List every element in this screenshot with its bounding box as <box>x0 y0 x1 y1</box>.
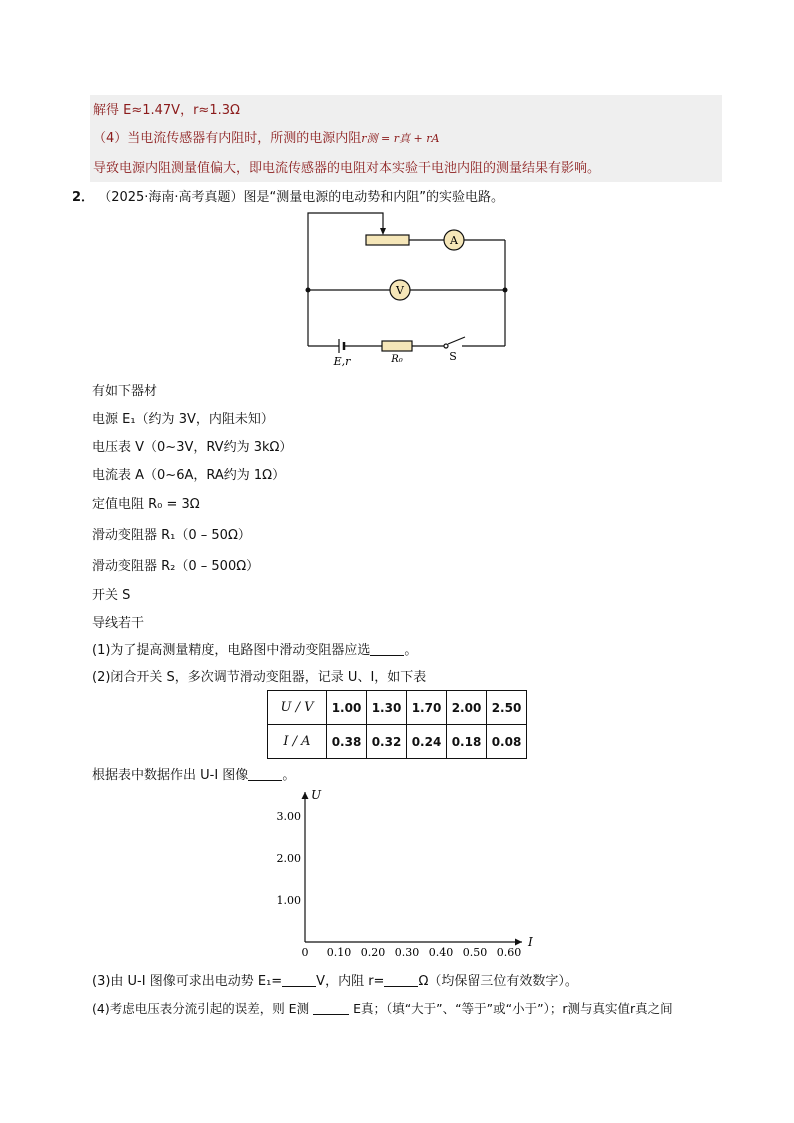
table-row <box>268 725 527 759</box>
equipment-item: 电压表 V（0~3V，RV约为 3kΩ） <box>92 440 293 455</box>
equipment-intro: 有如下器材 <box>92 384 158 399</box>
equipment-item: 电流表 A（0~6A，RA约为 1Ω） <box>92 468 286 483</box>
junction-right <box>503 288 508 293</box>
wire-slider <box>308 213 383 290</box>
table-header: I / A <box>268 725 327 759</box>
data-table <box>267 690 527 759</box>
equipment-item: 电源 E₁（约为 3V，内阻未知） <box>92 412 274 427</box>
table-header: U / V <box>268 691 327 725</box>
resistor-r0 <box>382 341 412 351</box>
junction-left <box>306 288 311 293</box>
x-tick-label: 0.10 <box>326 946 352 957</box>
x-tick-label: 0.40 <box>428 946 454 957</box>
question-number: 2． <box>72 190 95 205</box>
equipment-item: 滑动变阻器 R₁（0 – 50Ω） <box>92 528 251 543</box>
table-cell: 0.32 <box>367 725 407 759</box>
answer-box <box>90 95 722 182</box>
table-row <box>268 691 527 725</box>
switch-label: S <box>449 350 457 363</box>
x-tick-label: 0.20 <box>360 946 386 957</box>
part-2: (2)闭合开关 S，多次调节滑动变阻器，记录 U、I，如下表 <box>92 670 427 685</box>
y-tick-label: 1.00 <box>276 894 301 907</box>
answer-line-3: 导致电源内阻测量值偏大，即电流传感器的电阻对本实验干电池内阻的测量结果有影响。 <box>93 161 601 176</box>
table-cell: 2.00 <box>447 691 487 725</box>
table-cell: 1.30 <box>367 691 407 725</box>
table-cell: 1.70 <box>407 691 447 725</box>
switch-blade <box>448 337 465 344</box>
x-axis-label: I <box>528 935 533 949</box>
answer-blank[interactable] <box>282 974 316 987</box>
rheostat <box>366 235 409 245</box>
slider-arrow <box>380 228 386 235</box>
part-1: (1)为了提高测量精度，电路图中滑动变阻器应选 。 <box>92 643 418 658</box>
x-tick-label: 0 <box>301 946 309 957</box>
question-header <box>72 186 504 205</box>
table-cell: 1.00 <box>327 691 367 725</box>
circuit-diagram <box>300 210 515 370</box>
table-cell: 2.50 <box>487 691 527 725</box>
x-tick-label: 0.50 <box>462 946 488 957</box>
question-stem: 图是“测量电源的电动势和内阻”的实验电路。 <box>243 190 505 205</box>
x-tick-label: 0.60 <box>496 946 522 957</box>
answer-blank[interactable] <box>370 643 404 656</box>
resistor-label: R₀ <box>391 354 403 365</box>
answer-blank[interactable] <box>313 1002 349 1015</box>
x-ticks <box>302 946 522 957</box>
ui-graph <box>270 785 540 957</box>
table-cell: 0.38 <box>327 725 367 759</box>
x-tick-label: 0.30 <box>394 946 420 957</box>
table-cell: 0.08 <box>487 725 527 759</box>
y-ticks <box>277 810 302 907</box>
voltmeter-label: V <box>396 284 404 297</box>
answer-line-2: （4）当电流传感器有内阻时，所测的电源内阻r测 = r真 + rA <box>93 131 440 146</box>
equipment-item: 滑动变阻器 R₂（0 – 500Ω） <box>92 559 260 574</box>
table-cell: 0.24 <box>407 725 447 759</box>
equipment-item: 定值电阻 R₀ = 3Ω <box>92 497 200 512</box>
source-label: E,r <box>333 355 351 368</box>
part-3: (3)由 U-I 图像可求出电动势 E₁= V，内阻 r= Ω（均保留三位有效数字）。 <box>92 974 578 989</box>
answer-blank[interactable] <box>384 974 418 987</box>
question-source: （2025·海南·高考真题） <box>98 190 244 205</box>
table-cell: 0.18 <box>447 725 487 759</box>
answer-blank[interactable] <box>248 768 282 781</box>
answer-line-1: 解得 E≈1.47V，r≈1.3Ω <box>93 103 240 118</box>
switch-contact <box>444 344 448 348</box>
y-tick-label: 3.00 <box>276 810 301 823</box>
part-2b: 根据表中数据作出 U-I 图像 。 <box>92 768 296 783</box>
ammeter-label: A <box>450 234 458 247</box>
part-4: (4)考虑电压表分流引起的误差，则 E测 E真；（填“大于”、“等于”或“小于”）；r测与真实值r真之间 <box>92 1001 673 1016</box>
equipment-item: 导线若干 <box>92 616 145 631</box>
equipment-item: 开关 S <box>92 588 131 603</box>
y-tick-label: 2.00 <box>276 852 301 865</box>
y-axis-label: U <box>311 788 322 802</box>
